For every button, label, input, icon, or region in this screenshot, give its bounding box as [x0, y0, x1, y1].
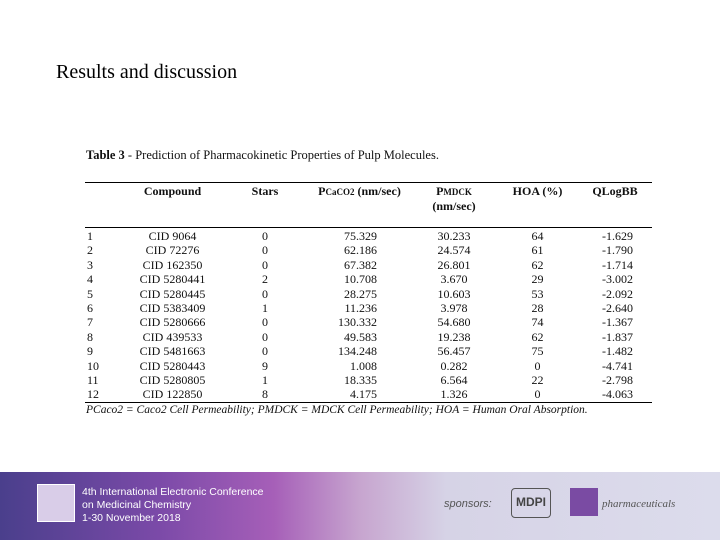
header-pcaco2: [312, 184, 407, 199]
cell-qlogbb: -1.790: [602, 243, 633, 258]
cell-hoa: 62: [531, 329, 544, 344]
cell-pcaco2: 28.275: [344, 286, 377, 301]
cell-stars: 9: [262, 358, 268, 373]
conf-line2: on Medicinal Chemistry: [82, 499, 192, 511]
cell-pmdck: 0.282: [440, 358, 468, 373]
cell-qlogbb: -4.741: [602, 358, 633, 373]
cell-pcaco2: 1.008: [350, 358, 377, 373]
cell-qlogbb: -1.714: [602, 257, 633, 272]
table-row: [85, 359, 652, 374]
cell-pcaco2: 4.175: [350, 387, 377, 402]
pharmaceuticals-logo-icon: [570, 488, 598, 516]
cell-stars: 1: [262, 373, 268, 387]
cell-qlogbb: -1.629: [602, 229, 633, 243]
header-stars: Stars: [251, 184, 279, 198]
cell-pcaco2: 18.335: [344, 373, 377, 387]
pmdck-p: P: [436, 184, 444, 198]
header-pmdck: [420, 184, 488, 214]
mdpi-logo: MDPI: [511, 488, 551, 518]
caption-label: Table 3: [86, 148, 125, 162]
top-rule: [85, 182, 652, 183]
cell-compound: CID 9064: [148, 229, 197, 243]
table-row: [85, 229, 652, 244]
conf-line3: 1-30 November 2018: [82, 512, 181, 524]
cell-row-index: 10: [87, 358, 99, 373]
cell-row-index: 8: [87, 329, 93, 344]
cell-compound: CID 5481663: [139, 344, 206, 359]
cell-compound: CID 162350: [142, 257, 203, 272]
table-row: [85, 344, 652, 359]
cell-hoa: 64: [531, 229, 544, 243]
cell-compound: CID 5280445: [139, 286, 206, 301]
cell-pmdck: 6.564: [440, 373, 468, 387]
cell-pmdck: 3.670: [440, 272, 468, 287]
cell-pmdck: 30.233: [437, 229, 471, 243]
cell-qlogbb: -2.798: [602, 373, 633, 387]
table-caption: [86, 148, 439, 163]
cell-row-index: 6: [87, 301, 93, 315]
cell-stars: 0: [262, 243, 268, 258]
cell-stars: 2: [262, 272, 268, 287]
header-qlogbb: QLogBB: [592, 184, 638, 198]
cell-stars: 1: [262, 301, 268, 315]
pharmaceuticals-label: pharmaceuticals: [602, 498, 676, 510]
cell-pmdck: 56.457: [437, 344, 471, 359]
cell-row-index: 5: [87, 286, 93, 301]
cell-pcaco2: 10.708: [344, 272, 377, 287]
cell-pmdck: 26.801: [437, 257, 471, 272]
cell-qlogbb: -2.092: [602, 286, 633, 301]
cell-stars: 0: [262, 344, 268, 359]
cell-row-index: 12: [87, 387, 99, 402]
cell-compound: CID 5280805: [139, 373, 206, 387]
cell-hoa: 61: [531, 243, 544, 258]
cell-compound: CID 5280666: [139, 315, 206, 330]
cell-qlogbb: -1.837: [602, 329, 633, 344]
caption-text: - Prediction of Pharmacokinetic Properties of Pulp Molecules.: [124, 148, 439, 162]
cell-row-index: 4: [87, 272, 93, 287]
cell-pcaco2: 11.236: [344, 301, 377, 315]
cell-qlogbb: -1.367: [602, 315, 633, 330]
header-hoa: HOA (%): [512, 184, 563, 198]
cell-row-index: 3: [87, 257, 93, 272]
cell-hoa: 28: [531, 301, 544, 315]
cell-row-index: 9: [87, 344, 93, 359]
cell-stars: 0: [262, 329, 268, 344]
table-row: [85, 387, 652, 402]
cell-hoa: 62: [531, 257, 544, 272]
pcaco-p: P: [318, 184, 326, 198]
cell-pcaco2: 67.382: [344, 257, 377, 272]
cell-compound: CID 5280441: [139, 272, 206, 287]
cell-pcaco2: 75.329: [344, 229, 377, 243]
cell-pcaco2: 49.583: [344, 329, 377, 344]
cell-hoa: 22: [531, 373, 544, 387]
cell-pcaco2: 130.332: [338, 315, 377, 330]
table-footnote: PCaco2 = Caco2 Cell Permeability; PMDCK = MDCK Cell Permeability; HOA = Human Oral Absorption.: [86, 404, 588, 416]
conference-logo-icon: [37, 484, 75, 522]
cell-compound: CID 5383409: [139, 301, 206, 315]
cell-hoa: 0: [534, 387, 541, 402]
cell-row-index: 11: [87, 373, 99, 387]
cell-hoa: 75: [531, 344, 544, 359]
cell-pcaco2: 62.186: [344, 243, 377, 258]
conference-info: [82, 486, 264, 525]
cell-hoa: 29: [531, 272, 544, 287]
cell-stars: 0: [262, 286, 268, 301]
cell-qlogbb: -4.063: [602, 387, 633, 402]
slide-title: Results and discussion: [56, 61, 238, 83]
cell-pmdck: 24.574: [437, 243, 471, 258]
cell-compound: CID 72276: [145, 243, 200, 258]
table-row: [85, 315, 652, 330]
cell-compound: CID 439533: [142, 329, 203, 344]
cell-stars: 8: [262, 387, 268, 402]
cell-hoa: 0: [534, 358, 541, 373]
cell-compound: CID 5280443: [139, 358, 206, 373]
table-row: [85, 301, 652, 316]
cell-row-index: 7: [87, 315, 93, 330]
cell-row-index: 2: [87, 243, 93, 258]
cell-qlogbb: -1.482: [602, 344, 633, 359]
header-rule: [85, 227, 652, 228]
cell-stars: 0: [262, 229, 268, 243]
table-row: [85, 243, 652, 258]
cell-pcaco2: 134.248: [338, 344, 377, 359]
table-row: [85, 258, 652, 273]
sponsors-label: sponsors:: [444, 498, 492, 510]
cell-hoa: 74: [531, 315, 544, 330]
table-row: [85, 373, 652, 388]
pmdck-sub: MDCK: [443, 187, 472, 197]
cell-pmdck: 19.238: [437, 329, 471, 344]
cell-row-index: 1: [87, 229, 93, 243]
pcaco-unit: (nm/sec): [354, 184, 401, 198]
header-compound: Compound: [143, 184, 202, 198]
table-row: [85, 330, 652, 345]
cell-pmdck: 1.326: [440, 387, 468, 402]
table-row: [85, 287, 652, 302]
cell-qlogbb: -3.002: [602, 272, 633, 287]
cell-qlogbb: -2.640: [602, 301, 633, 315]
pmdck-unit: (nm/sec): [432, 199, 476, 213]
cell-stars: 0: [262, 257, 268, 272]
cell-pmdck: 3.978: [440, 301, 468, 315]
bottom-rule: [85, 402, 652, 403]
cell-pmdck: 10.603: [437, 286, 471, 301]
table-row: [85, 272, 652, 287]
cell-pmdck: 54.680: [437, 315, 471, 330]
cell-stars: 0: [262, 315, 268, 330]
cell-compound: CID 122850: [142, 387, 203, 402]
pcaco-sub: CaCO2: [325, 187, 355, 197]
cell-hoa: 53: [531, 286, 544, 301]
conf-line1: 4th International Electronic Conference: [82, 486, 264, 498]
